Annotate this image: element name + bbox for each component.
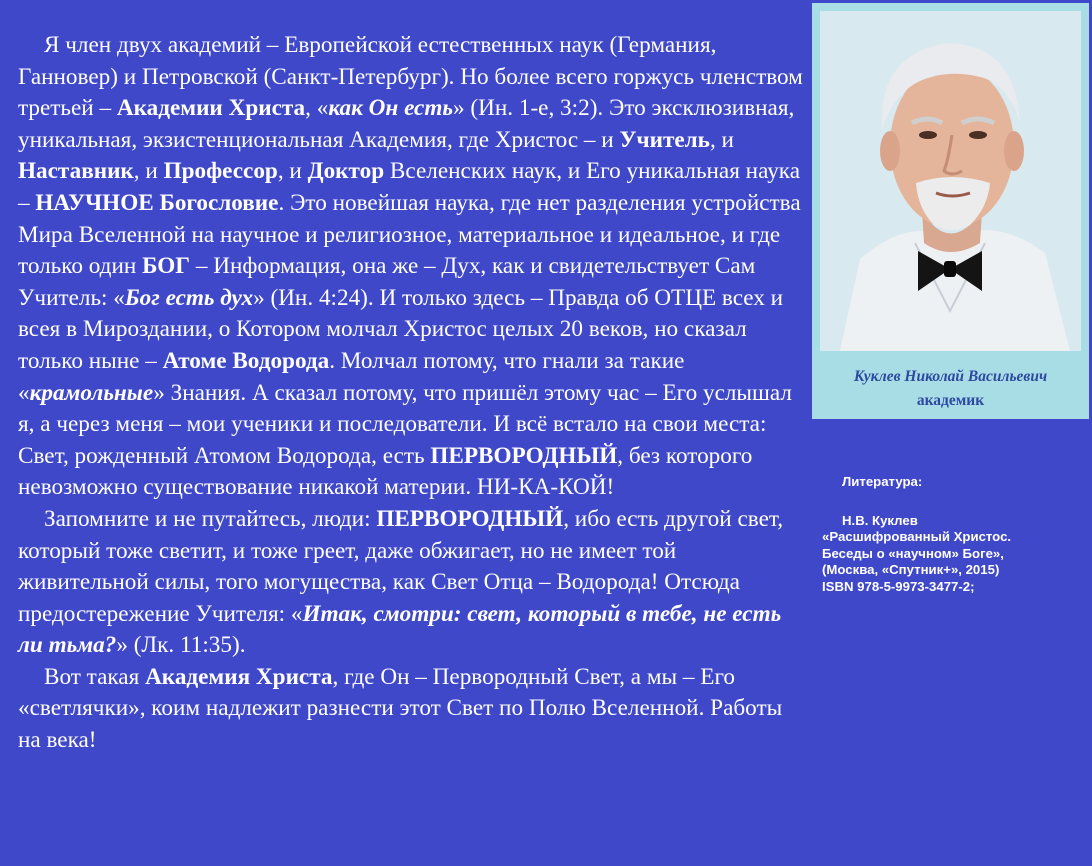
literature-line: (Москва, «Спутник+», 2015) [822, 562, 1000, 578]
caption-name: Куклев Николай Васильевич [853, 368, 1048, 385]
literature-line: Беседы о «научном» Боге», [822, 545, 1004, 561]
portrait-caption [812, 365, 1089, 413]
paragraph-1: Я член двух академий – Европейской естественных наук (Германия, Ганновер) и Петровской (Санкт-Петербург). Но более всего горжусь членством третьей – Академии Христа, «как Он есть» (Ин. 1-е, 3:2). Это эксклюзивная, уникальная, экзистенциональная Академия, где Христос – и Учитель, и Наставник, и Профессор, и Доктор Вселенских наук, и Его уникальная наука – НАУЧНОЕ Богословие. Это новейшая наука, где нет разделения устройства Мира Вселенной на научное и религиозное, материальное и идеальное, и где только один БОГ – Информация, она же – Дух, как и свидетельствует Сам Учитель: «Бог есть дух» (Ин. 4:24). И только здесь – Правда об ОТЦЕ всех и всея в Мироздании, о Котором молчал Христос целых 20 веков, но сказал только ныне – Атоме Водорода. Молчал потому, что гнали за такие «крамольные» Знания. А сказал потому, что пришёл этому час – Его услышал я, а через меня – мои ученики и последователи. И всё встало на свои места: Свет, рожденный Атомом Водорода, есть ПЕРВОРОДНЫЙ, без которого невозможно существование никакой материи. НИ-КА-КОЙ! [18, 32, 803, 501]
paragraph-2: Запомните и не путайтесь, люди: ПЕРВОРОДНЫЙ, ибо есть другой свет, который тоже светит, и тоже греет, даже обжигает, но не имеет той живительной силы, того могущества, как Свет Отца – Водорода! Отсюда предостережение Учителя: «Итак, смотри: свет, который в тебе, не есть ли тьма?» (Лк. 11:35). [18, 505, 784, 659]
caption-title: академик [916, 392, 985, 409]
article-text [18, 30, 803, 757]
literature-line: ISBN 978-5-9973-3477-2; [822, 578, 975, 594]
literature-heading: Литература: [842, 474, 923, 489]
literature-line: «Расшифрованный Христос. [822, 529, 1012, 545]
literature-block [822, 474, 1084, 596]
literature-author: Н.В. Куклев [842, 512, 918, 528]
paragraph-3: Вот такая Академия Христа, где Он – Первородный Свет, а мы – Его «светлячки», коим надлежит разнести этот Свет по Полю Вселенной. Работы на века! [18, 663, 783, 754]
portrait-photo [820, 11, 1081, 351]
portrait-frame [812, 3, 1089, 419]
